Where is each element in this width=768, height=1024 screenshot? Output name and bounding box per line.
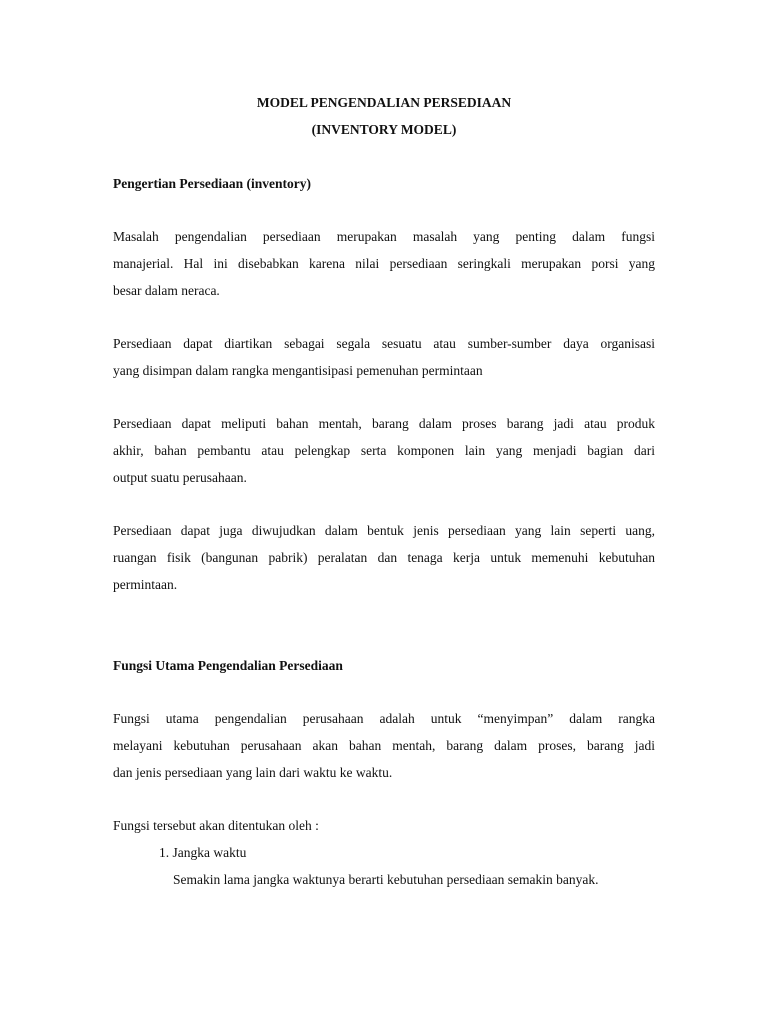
paragraph-line: Persediaan dapat juga diwujudkan dalam bentuk jenis persediaan yang lain seperti uang, [113, 523, 655, 538]
paragraph-line: Masalah pengendalian persediaan merupakan masalah yang penting dalam fungsi [113, 229, 655, 244]
list-item-description: Semakin lama jangka waktunya berarti kebutuhan persediaan semakin banyak. [173, 872, 599, 887]
section-heading-fungsi: Fungsi Utama Pengendalian Persediaan [113, 658, 343, 673]
list-item: 1. Jangka waktu [159, 845, 247, 860]
paragraph-line: Persediaan dapat meliputi bahan mentah, barang dalam proses barang jadi atau produk [113, 416, 655, 431]
paragraph-line: ruangan fisik (bangunan pabrik) peralatan dan tenaga kerja untuk memenuhi kebutuhan [113, 550, 655, 565]
paragraph-line: Fungsi utama pengendalian perusahaan adalah untuk “menyimpan” dalam rangka [113, 711, 655, 726]
document-subtitle: (INVENTORY MODEL) [311, 122, 457, 137]
section-heading-pengertian: Pengertian Persediaan (inventory) [113, 176, 311, 191]
paragraph-line: melayani kebutuhan perusahaan akan bahan mentah, barang dalam proses, barang jadi [113, 738, 655, 753]
paragraph-line: Fungsi tersebut akan ditentukan oleh : [113, 818, 319, 833]
paragraph-line: besar dalam neraca. [113, 283, 220, 298]
paragraph-line: manajerial. Hal ini disebabkan karena nilai persediaan seringkali merupakan porsi yang [113, 256, 655, 271]
paragraph-line: dan jenis persediaan yang lain dari waktu ke waktu. [113, 765, 393, 780]
paragraph-line: Persediaan dapat diartikan sebagai segala sesuatu atau sumber-sumber daya organisasi [113, 336, 655, 351]
paragraph-line: yang disimpan dalam rangka mengantisipasi pemenuhan permintaan [113, 363, 483, 378]
document-title: MODEL PENGENDALIAN PERSEDIAAN [256, 95, 512, 110]
paragraph-line: output suatu perusahaan. [113, 470, 247, 485]
paragraph-line: permintaan. [113, 577, 178, 592]
paragraph-line: akhir, bahan pembantu atau pelengkap serta komponen lain yang menjadi bagian dari [113, 443, 655, 458]
